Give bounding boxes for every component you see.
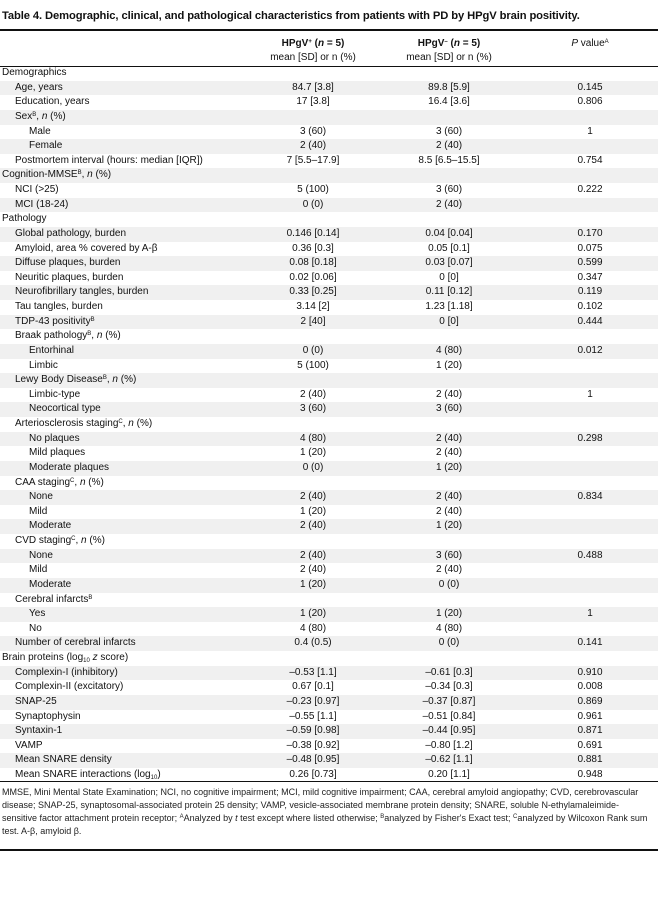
- value-hpgv-negative: 2 (40): [435, 432, 463, 444]
- table-row: [0, 373, 658, 388]
- row-label: Global pathology, burden: [15, 227, 127, 239]
- table-row: [0, 593, 658, 608]
- value-hpgv-negative: –0.34 [0.3]: [425, 681, 473, 693]
- value-hpgv-negative: 3 (60): [435, 125, 463, 137]
- value-hpgv-positive: 0 (0): [302, 344, 324, 356]
- value-hpgv-negative: 89.8 [5.9]: [428, 81, 470, 93]
- value-p: 0.075: [577, 242, 603, 254]
- row-label: CAA staging$^C$, n (%): [15, 476, 104, 488]
- header-hpgv-negative: [384, 37, 514, 65]
- header-p-value: [530, 37, 650, 51]
- table-row: [0, 81, 658, 96]
- header-hpgv-positive-sub: mean [SD] or n (%): [270, 52, 356, 63]
- table-row: [0, 66, 658, 81]
- bottom-rule: [0, 781, 658, 782]
- table-row: [0, 242, 658, 257]
- value-hpgv-positive: 2 (40): [299, 388, 327, 400]
- header-hpgv-negative-sub: mean [SD] or n (%): [406, 52, 492, 63]
- value-hpgv-positive: 3 (60): [299, 403, 327, 415]
- row-label: Lewy Body Disease$^B$, n (%): [15, 374, 137, 386]
- value-hpgv-positive: 7 [5.5–17.9]: [286, 154, 340, 166]
- value-hpgv-positive: 3 (60): [299, 125, 327, 137]
- table-row: [0, 402, 658, 417]
- value-hpgv-positive: –0.53 [1.1]: [289, 666, 337, 678]
- table-row: [0, 695, 658, 710]
- row-label: Arteriosclerosis staging$^C$, n (%): [15, 418, 153, 429]
- value-hpgv-negative: 2 (40): [435, 140, 463, 152]
- value-hpgv-positive: 4 (80): [299, 622, 327, 634]
- value-hpgv-positive: 1 (20): [299, 447, 327, 459]
- row-label: Amyloid, area % covered by A-β: [15, 242, 158, 254]
- table-row: [0, 724, 658, 739]
- value-hpgv-negative: 1 (20): [435, 520, 463, 532]
- value-hpgv-negative: 1.23 [1.18]: [425, 301, 473, 312]
- value-p: 0.119: [577, 286, 603, 298]
- value-hpgv-positive: 1 (20): [299, 578, 327, 590]
- value-hpgv-negative: 1 (20): [435, 359, 463, 371]
- value-p: 0.754: [577, 154, 603, 166]
- value-p: 1: [587, 388, 593, 400]
- value-hpgv-positive: 2 (40): [299, 549, 327, 561]
- row-label: Brain proteins ($\log_{10}$ z score): [2, 652, 129, 664]
- table-row: [0, 256, 658, 271]
- value-hpgv-positive: 5 (100): [297, 359, 329, 371]
- value-p: 0.141: [577, 637, 603, 649]
- value-hpgv-negative: 8.5 [6.5–15.5]: [418, 154, 480, 166]
- value-hpgv-negative: –0.51 [0.84]: [422, 710, 476, 722]
- value-hpgv-negative: 3 (60): [435, 403, 463, 415]
- row-label: Male: [29, 125, 51, 137]
- table-row: [0, 212, 658, 227]
- value-p: 0.145: [577, 81, 603, 93]
- value-p: 0.948: [577, 769, 603, 780]
- table-row: [0, 490, 658, 505]
- value-hpgv-negative: 3 (60): [435, 184, 463, 195]
- row-label: Moderate: [29, 578, 72, 590]
- value-hpgv-positive: 0.26 [0.73]: [289, 769, 337, 780]
- value-hpgv-positive: 2 (40): [299, 564, 327, 576]
- value-hpgv-positive: 17 [3.8]: [296, 96, 330, 108]
- row-label: Number of cerebral infarcts: [15, 637, 136, 649]
- table-row: [0, 710, 658, 725]
- value-hpgv-negative: 16.4 [3.6]: [428, 96, 470, 108]
- value-hpgv-positive: –0.48 [0.95]: [286, 754, 340, 766]
- value-p: 0.444: [577, 315, 603, 327]
- value-p: 0.834: [577, 491, 603, 503]
- row-label: Neocortical type: [29, 403, 101, 415]
- table-row: [0, 636, 658, 651]
- table-row: [0, 110, 658, 125]
- table-row: [0, 154, 658, 169]
- value-hpgv-negative: –0.44 [0.95]: [422, 725, 476, 737]
- value-p: 0.910: [577, 666, 603, 678]
- value-hpgv-negative: 0 (0): [438, 578, 460, 590]
- value-p: 0.222: [577, 184, 603, 195]
- value-p: 0.961: [577, 710, 603, 722]
- table-row: [0, 359, 658, 374]
- row-label: Moderate plaques: [29, 461, 110, 473]
- row-label: Mean SNARE density: [15, 754, 112, 766]
- row-label: Limbic: [29, 359, 58, 371]
- end-rule: [0, 849, 658, 851]
- value-hpgv-positive: 0.36 [0.3]: [292, 242, 334, 254]
- value-hpgv-positive: –0.38 [0.92]: [286, 739, 340, 751]
- value-hpgv-positive: 2 [40]: [300, 315, 326, 327]
- row-label: SNAP-25: [15, 695, 57, 707]
- row-label: Yes: [29, 608, 46, 620]
- row-label: Entorhinal: [29, 344, 75, 356]
- value-hpgv-negative: 0.03 [0.07]: [425, 257, 473, 269]
- value-hpgv-negative: 1 (20): [435, 461, 463, 473]
- row-label: Complexin-II (excitatory): [15, 681, 124, 693]
- table-row: [0, 534, 658, 549]
- table-row: [0, 329, 658, 344]
- table-footnote: MMSE, Mini Mental State Examination; NCI, no cognitive impairment; MCI, mild cognitive impairment; CAA, cerebral amyloid angiopathy; CVD, cerebrovascular disease; SNAP-25, synaptosomal-associated protein 25 density; VAMP, vesicle-associated membrane protein density; SNARE, soluble N-ethylamaleimide-sensitive factor attachment protein receptor; $^A$Analyzed by t test except where listed otherwise; $^B$analyzed by Fisher's Exact test; $^C$analyzed by Wilcoxon Rank sum test. A-β, amyloid β.: [2, 787, 648, 836]
- table-row: [0, 519, 658, 534]
- value-p: 0.806: [577, 96, 603, 108]
- value-hpgv-positive: 0 (0): [302, 198, 324, 210]
- row-label: CVD staging$^C$, n (%): [15, 535, 105, 546]
- value-hpgv-negative: 2 (40): [435, 491, 463, 503]
- row-label: No plaques: [29, 432, 80, 444]
- value-hpgv-negative: –0.62 [1.1]: [425, 754, 473, 766]
- value-hpgv-positive: 2 (40): [299, 140, 327, 152]
- row-label: MCI (18-24): [15, 198, 69, 210]
- table-row: [0, 95, 658, 110]
- table-row: [0, 666, 658, 681]
- value-hpgv-positive: 2 (40): [299, 520, 327, 532]
- value-p: 0.347: [577, 271, 603, 283]
- row-label: Female: [29, 140, 63, 152]
- table-row: [0, 446, 658, 461]
- value-p: 0.008: [577, 681, 603, 693]
- value-hpgv-positive: 5 (100): [297, 184, 329, 195]
- value-p: 0.869: [577, 695, 603, 707]
- value-p: 0.881: [577, 754, 603, 766]
- value-hpgv-negative: 3 (60): [435, 549, 463, 561]
- table-row: [0, 651, 658, 666]
- table-row: [0, 271, 658, 286]
- value-hpgv-negative: 2 (40): [435, 505, 463, 517]
- row-label: Mild: [29, 505, 48, 517]
- table-row: [0, 549, 658, 564]
- table-row: [0, 622, 658, 637]
- row-label: Diffuse plaques, burden: [15, 257, 121, 269]
- row-label: Braak pathology$^B$, n (%): [15, 330, 121, 342]
- row-label: NCI (>25): [15, 184, 59, 195]
- value-hpgv-negative: 2 (40): [435, 447, 463, 459]
- table-row: [0, 739, 658, 754]
- table-row: [0, 168, 658, 183]
- row-label: Cognition-$MMSE^B$, n (%): [2, 169, 112, 181]
- row-label: No: [29, 622, 42, 634]
- value-hpgv-positive: 0.146 [0.14]: [286, 227, 340, 239]
- table-row: [0, 753, 658, 768]
- value-hpgv-positive: 0.08 [0.18]: [289, 257, 337, 269]
- value-hpgv-negative: –0.61 [0.3]: [425, 666, 473, 678]
- table-row: [0, 388, 658, 403]
- table-row: [0, 680, 658, 695]
- value-hpgv-negative: 0.04 [0.04]: [425, 227, 473, 239]
- row-label: Cerebral infarcts$^B$: [15, 593, 93, 605]
- value-hpgv-negative: 2 (40): [435, 564, 463, 576]
- table-row: [0, 476, 658, 491]
- row-label: Syntaxin-1: [15, 725, 63, 737]
- value-p: 0.298: [577, 432, 603, 444]
- row-label: TDP-43 positivity$^B$: [15, 315, 95, 327]
- row-label: Neurofibrillary tangles, burden: [15, 286, 149, 298]
- value-hpgv-negative: 0.11 [0.12]: [425, 286, 473, 298]
- table-row: [0, 607, 658, 622]
- value-p: 0.488: [577, 549, 603, 561]
- value-hpgv-negative: 4 (80): [435, 622, 463, 634]
- value-p: 0.691: [577, 739, 603, 751]
- value-p: 0.871: [577, 725, 603, 737]
- value-hpgv-positive: 4 (80): [299, 432, 327, 444]
- header-hpgv-positive: [250, 37, 376, 65]
- table-row: [0, 505, 658, 520]
- table-row: [0, 417, 658, 432]
- header-p-value-label: P value$^A$: [571, 38, 609, 49]
- table-row: [0, 139, 658, 154]
- table-row: [0, 227, 658, 242]
- value-hpgv-positive: 0.67 [0.1]: [292, 681, 334, 693]
- value-hpgv-positive: 0 (0): [302, 461, 324, 473]
- table-row: [0, 183, 658, 198]
- row-label: VAMP: [15, 739, 43, 751]
- row-label: Pathology: [2, 213, 47, 225]
- header-hpgv-positive-title: HPgV+ (n = 5): [281, 38, 345, 49]
- value-hpgv-negative: 2 (40): [435, 388, 463, 400]
- value-hpgv-negative: 1 (20): [435, 608, 463, 620]
- row-label: Limbic-type: [29, 388, 81, 400]
- row-label: Postmortem interval (hours: median [IQR]): [15, 154, 203, 166]
- table-title: Table 4. Demographic, clinical, and pathological characteristics from patients with PD by HPgV brain positivity.: [2, 10, 580, 22]
- value-hpgv-negative: 0 (0): [438, 637, 460, 649]
- row-label: Synaptophysin: [15, 710, 81, 722]
- value-hpgv-positive: –0.23 [0.97]: [286, 695, 340, 707]
- table-row: [0, 300, 658, 315]
- row-label: None: [29, 549, 53, 561]
- table-row: [0, 344, 658, 359]
- value-hpgv-positive: –0.55 [1.1]: [289, 710, 337, 722]
- table-row: [0, 432, 658, 447]
- row-label: Sex$^B$, n (%): [15, 110, 66, 122]
- row-label: None: [29, 491, 53, 503]
- value-hpgv-positive: 3.14 [2]: [296, 301, 330, 312]
- value-hpgv-negative: 0.20 [1.1]: [428, 769, 470, 780]
- value-hpgv-negative: 4 (80): [435, 344, 463, 356]
- value-hpgv-negative: 2 (40): [435, 198, 463, 210]
- value-hpgv-negative: –0.37 [0.87]: [422, 695, 476, 707]
- value-hpgv-positive: 2 (40): [299, 491, 327, 503]
- value-p: 1: [587, 608, 593, 620]
- table-row: [0, 315, 658, 330]
- row-label: Mean SNARE interactions $(\log_{10})$: [15, 769, 161, 781]
- top-rule: [0, 29, 658, 31]
- header-hpgv-negative-title: HPgV– (n = 5): [417, 38, 481, 49]
- table-row: [0, 125, 658, 140]
- value-hpgv-positive: 84.7 [3.8]: [292, 81, 334, 93]
- row-label: Complexin-I (inhibitory): [15, 666, 118, 678]
- table-header: [0, 37, 658, 67]
- value-p: 1: [587, 125, 593, 137]
- row-label: Tau tangles, burden: [15, 301, 103, 312]
- value-hpgv-positive: 0.4 (0.5): [294, 637, 332, 649]
- row-label: Demographics: [2, 67, 67, 78]
- table-row: [0, 578, 658, 593]
- row-label: Age, years: [15, 81, 63, 93]
- value-hpgv-positive: 1 (20): [299, 608, 327, 620]
- value-hpgv-negative: 0 [0]: [439, 315, 459, 327]
- table-row: [0, 563, 658, 578]
- value-hpgv-negative: 0 [0]: [439, 271, 459, 283]
- row-label: Mild plaques: [29, 447, 86, 459]
- table-row: [0, 285, 658, 300]
- row-label: Neuritic plaques, burden: [15, 271, 124, 283]
- table-row: [0, 198, 658, 213]
- value-hpgv-positive: 0.33 [0.25]: [289, 286, 337, 298]
- value-hpgv-negative: 0.05 [0.1]: [428, 242, 470, 254]
- table-row: [0, 461, 658, 476]
- value-p: 0.170: [577, 227, 603, 239]
- row-label: Moderate: [29, 520, 72, 532]
- value-hpgv-positive: 1 (20): [299, 505, 327, 517]
- row-label: Mild: [29, 564, 48, 576]
- value-p: 0.012: [577, 344, 603, 356]
- value-hpgv-positive: –0.59 [0.98]: [286, 725, 340, 737]
- value-hpgv-positive: 0.02 [0.06]: [289, 271, 337, 283]
- value-hpgv-negative: –0.80 [1.2]: [425, 739, 473, 751]
- value-p: 0.102: [577, 301, 603, 312]
- value-p: 0.599: [577, 257, 603, 269]
- row-label: Education, years: [15, 96, 90, 108]
- table-body: [0, 66, 658, 783]
